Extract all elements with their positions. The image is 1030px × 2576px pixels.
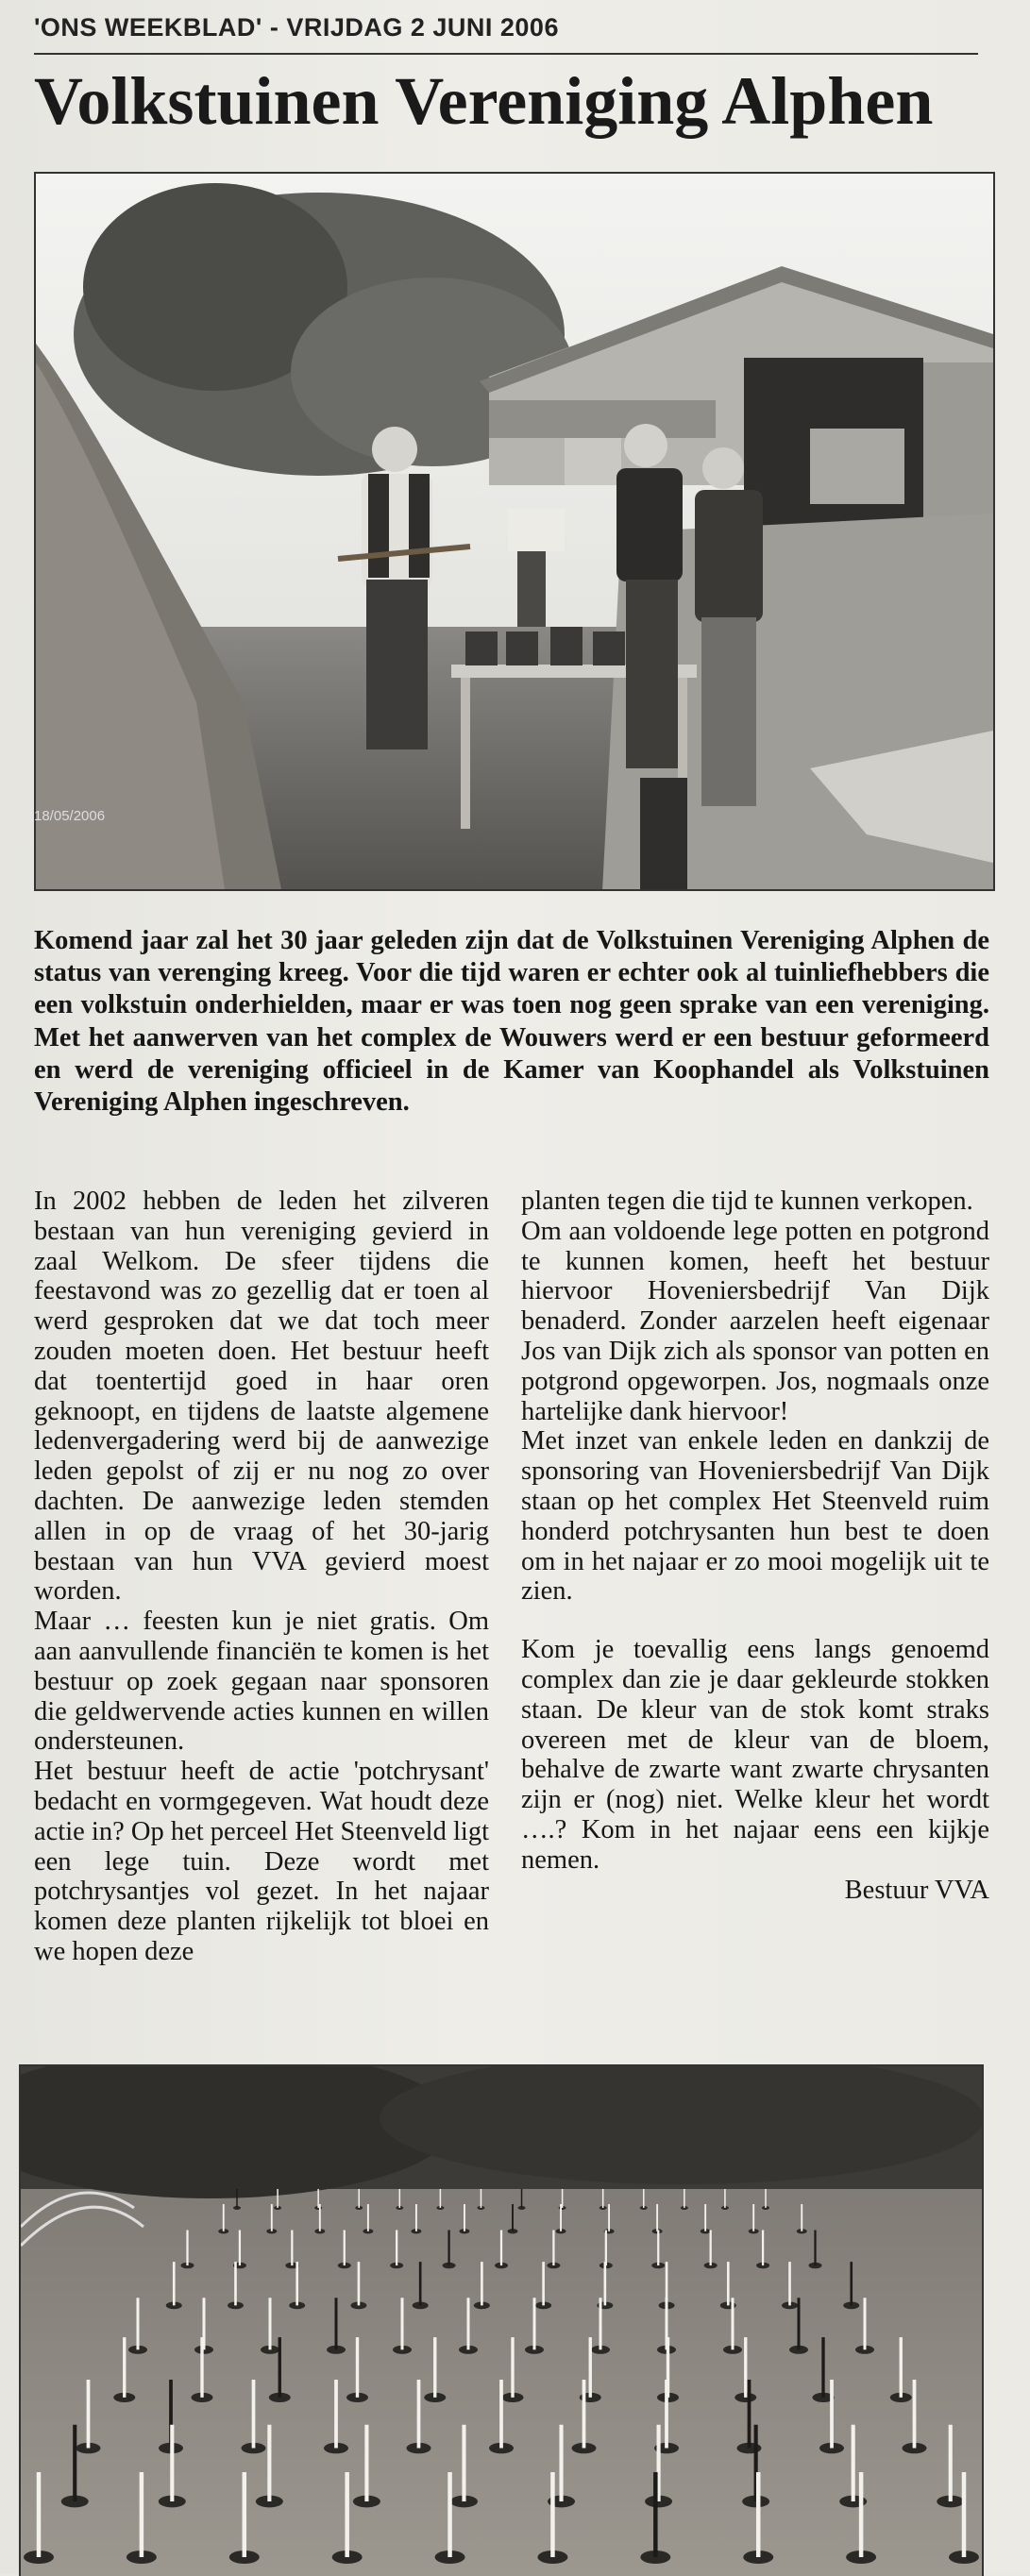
paragraph: In 2002 hebben de leden het zilveren bestaan van hun vereniging gevierd in zaal Welkom. De sfeer tijdens die feestavond was zo gezellig dat er toen al werd gesproken dat we dat toch meer zouden moeten doen. Het bestuur heeft dat toentertijd goed in haar oren geknoopt, en tijdens de laatste algemene ledenvergadering werd bij de aanwezige leden gepolst of zij er nu nog zo over dachten. De aanwezige leden stemden allen in op de vraag of het 30-jarig bestaan van hun VVA gevierd moest worden. xyxy=(34,1187,489,1607)
photo-date-stamp: 18/05/2006 xyxy=(34,808,106,824)
paragraph: Maar … feesten kun je niet gratis. Om aan aanvullende financiën te komen is het bestuur op zoek gegaan naar sponsoren die geldwervende acties kunnen en willen ondersteunen. xyxy=(34,1607,489,1757)
article-column-left xyxy=(34,1187,489,1967)
newspaper-dateline: 'ONS WEEKBLAD' - VRIJDAG 2 JUNI 2006 xyxy=(34,13,559,42)
article-title: Volkstuinen Vereniging Alphen xyxy=(34,63,934,139)
bottom-photo xyxy=(19,2064,984,2576)
header-rule xyxy=(34,53,978,55)
article-signature: Bestuur VVA xyxy=(844,1875,989,1905)
paragraph: Kom je toevallig eens langs genoemd complex dan zie je daar gekleurde stokken staan. De kleur van de stok komt straks overeen met de kleur van de bloem, behalve de zwarte want zwarte chrysanten zijn er (nog) niet. Welke kleur het wordt ….? Kom in het najaar eens een kijkje nemen. xyxy=(521,1635,989,1875)
article-lead: Komend jaar zal het 30 jaar geleden zijn dat de Volkstuinen Vereniging Alphen de status van verenging kreeg. Voor die tijd waren er echter ook al tuinliefhebbers die een volkstuin onderhielden, maar er was toen nog geen sprake van een vereniging. Met het aanwerven van het complex de Wouwers werd er een bestuur geformeerd en werd de vereniging officieel in de Kamer van Koophandel als Volkstuinen Vereniging Alphen ingeschreven. xyxy=(34,926,989,1118)
article-column-right xyxy=(521,1187,989,1905)
paragraph-gap xyxy=(521,1607,989,1635)
chrysanthemum-field-photo xyxy=(21,2066,982,2576)
paragraph: planten tegen die tijd te kunnen verkopen. xyxy=(521,1187,973,1216)
paragraph: Het bestuur heeft de actie 'potchrysant' bedacht en vormgegeven. Wat houdt deze actie in? Op het perceel Het Steenveld ligt een lege tuin. Deze wordt met potchrysantjes vol gezet. In het najaar komen deze planten rijkelijk tot bloei en we hopen deze xyxy=(34,1757,489,1966)
paragraph: Om aan voldoende lege potten en potgrond te kunnen komen, heeft het bestuur hiervoor Hoveniersbedrijf Van Dijk benaderd. Zonder aarzelen heeft eigenaar Jos van Dijk zich als sponsor van potten en potgrond opgeworpen. Jos, nogmaals onze hartelijke dank hiervoor! xyxy=(521,1216,989,1426)
paragraph: Met inzet van enkele leden en dankzij de sponsoring van Hoveniersbedrijf Van Dijk staan op het complex Het Steenveld ruim honderd potchrysanten hun best te doen om in het najaar er zo mooi mogelijk uit te zien. xyxy=(521,1426,989,1607)
top-photo xyxy=(34,172,995,891)
garden-shed-photo xyxy=(36,174,993,889)
